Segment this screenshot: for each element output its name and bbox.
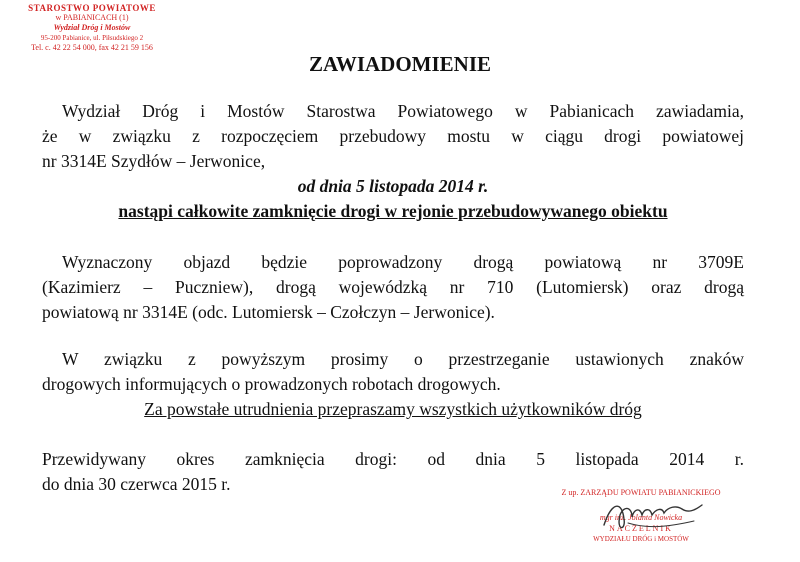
- stamp-office-name: STAROSTWO POWIATOWE: [28, 3, 156, 13]
- signs-line-1: W związku z powyższym prosimy o przestrzeganie ustawionych znaków: [62, 349, 744, 369]
- footer-position: NACZELNIK: [609, 524, 673, 533]
- period-line-2: do dnia 30 czerwca 2015 r.: [42, 474, 231, 494]
- period-line-1: Przewidywany okres zamknięcia drogi: od dnia 5 listopada 2014 r.: [42, 449, 744, 469]
- detour-line-3: powiatową nr 3314E (odc. Lutomiersk – Czołczyn – Jerwonice).: [42, 302, 495, 322]
- apology-statement: Za powstałe utrudnienia przepraszamy wszystkich użytkowników dróg: [144, 399, 642, 419]
- closure-date: od dnia 5 listopada 2014 r.: [297, 176, 489, 196]
- paragraph-detour: [42, 250, 744, 325]
- header-stamp: [24, 3, 160, 53]
- footer-department: WYDZIAŁU DRÓG i MOSTÓW: [593, 535, 689, 543]
- closure-statement: nastąpi całkowite zamknięcie drogi w rejonie przebudowywanego obiektu: [118, 201, 668, 221]
- paragraph-announcement: [42, 99, 744, 224]
- notice-title: ZAWIADOMIENIE: [308, 52, 492, 76]
- stamp-city: w PABIANICACH (1): [55, 13, 129, 22]
- footer-signatory-name: mgr inż. Jolanta Nowicka: [599, 513, 683, 522]
- stamp-department: Wydział Dróg i Mostów: [53, 23, 131, 32]
- announcement-line-2: że w związku z rozpoczęciem przebudowy mostu w ciągu drogi powiatowej: [42, 126, 744, 146]
- stamp-contact: Tel. c. 42 22 54 000, fax 42 21 59 156: [31, 43, 153, 52]
- detour-line-2: (Kazimierz – Puczniew), drogą wojewódzką nr 710 (Lutomiersk) oraz drogą: [42, 277, 744, 297]
- handwritten-signature: [598, 495, 708, 535]
- announcement-line-1: Wydział Dróg i Mostów Starostwa Powiatowego w Pabianicach zawiadamia,: [62, 101, 744, 121]
- paragraph-signs: [42, 347, 744, 422]
- stamp-address: 95-200 Pabianice, ul. Piłsudskiego 2: [40, 34, 144, 42]
- detour-line-1: Wyznaczony objazd będzie poprowadzony drogą powiatową nr 3709E: [62, 252, 744, 272]
- footer-authority: Z up. ZARZĄDU POWIATU PABIANICKIEGO: [561, 488, 721, 497]
- signs-line-2: drogowych informujących o prowadzonych robotach drogowych.: [42, 374, 501, 394]
- announcement-line-3: nr 3314E Szydłów – Jerwonice,: [42, 151, 266, 171]
